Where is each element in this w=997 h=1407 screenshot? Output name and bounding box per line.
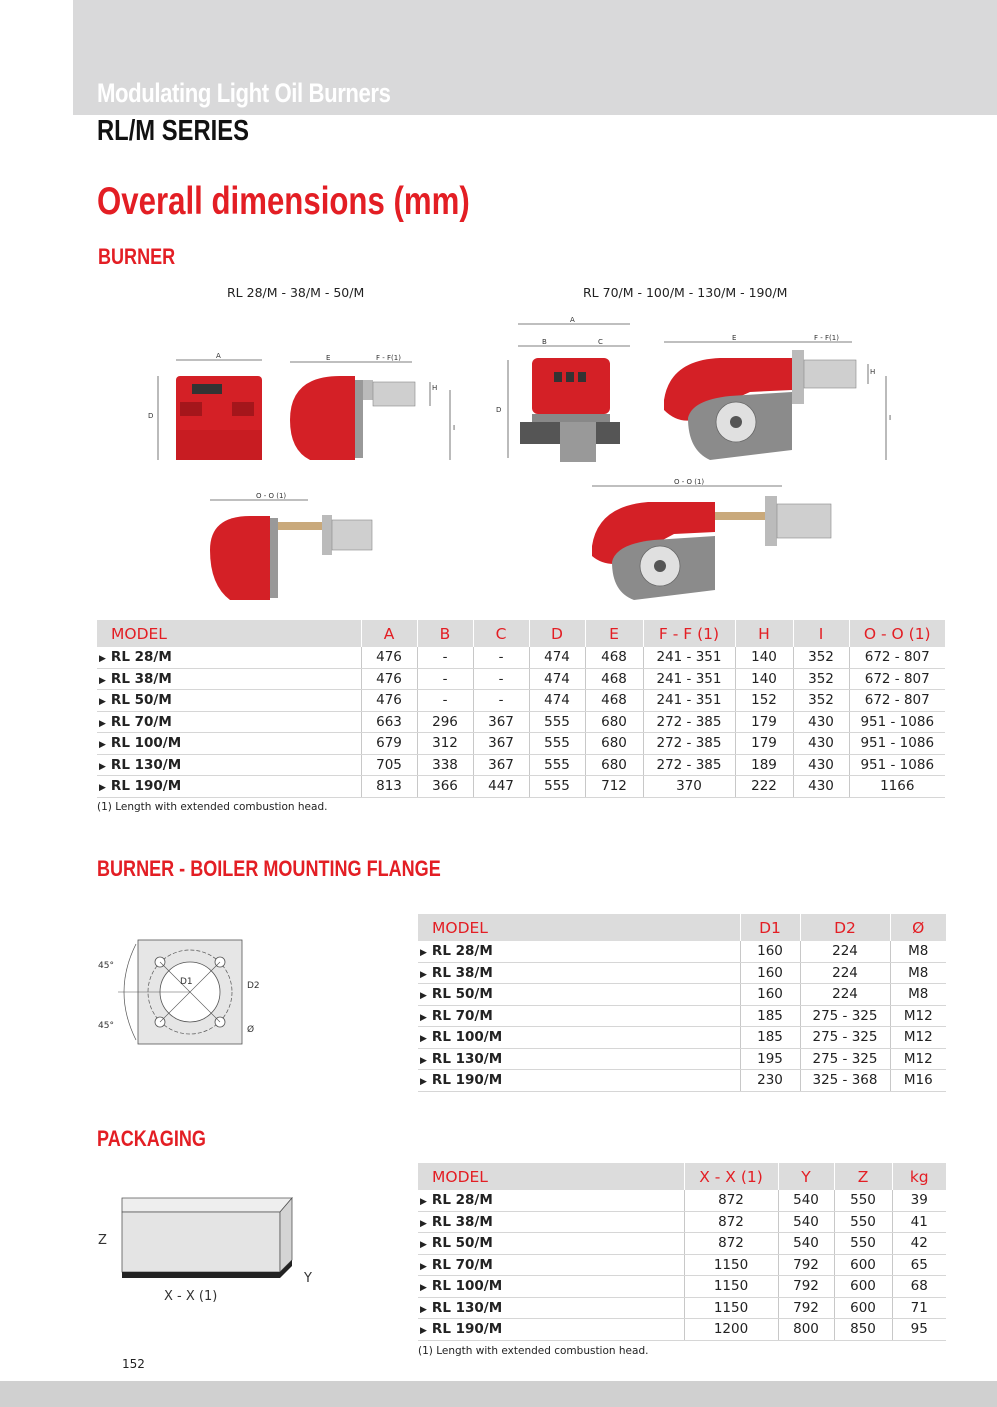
model-cell (97, 690, 361, 712)
value-cell: 152 (735, 690, 793, 712)
triangle-bullet-icon: ▶ (99, 718, 106, 729)
value-cell: 272 - 385 (643, 711, 735, 733)
triangle-bullet-icon: ▶ (99, 740, 106, 751)
triangle-bullet-icon: ▶ (99, 761, 106, 772)
table-row (418, 1070, 946, 1092)
value-cell: 160 (740, 941, 800, 962)
value-cell: - (417, 690, 473, 712)
flange-dimensions-table (418, 914, 946, 1092)
value-cell: 179 (735, 733, 793, 755)
model-cell (97, 711, 361, 733)
value-cell: 1200 (684, 1319, 778, 1341)
dim-label-a: A (216, 352, 221, 360)
value-cell: 195 (740, 1048, 800, 1070)
table-row (418, 1190, 946, 1211)
col-header: Z (834, 1163, 892, 1190)
value-cell: 185 (740, 1027, 800, 1049)
model-name: RL 28/M (431, 1192, 493, 1209)
table-row (418, 1254, 946, 1276)
value-cell: 600 (834, 1254, 892, 1276)
value-cell: 679 (361, 733, 417, 755)
model-cell (97, 776, 361, 798)
packaging-label-y: Y (304, 1271, 312, 1286)
dim-label-i-large: I (889, 414, 892, 422)
value-cell: 872 (684, 1190, 778, 1211)
col-header: F - F (1) (643, 620, 735, 647)
packaging-label-xx: X - X (1) (164, 1289, 218, 1304)
value-cell: 712 (585, 776, 643, 798)
value-cell: - (417, 647, 473, 668)
value-cell: 680 (585, 733, 643, 755)
value-cell: 872 (684, 1211, 778, 1233)
triangle-bullet-icon: ▶ (420, 1197, 427, 1208)
table-row (418, 1297, 946, 1319)
model-name: RL 190/M (431, 1072, 503, 1089)
value-cell: 800 (778, 1319, 834, 1341)
value-cell: 241 - 351 (643, 690, 735, 712)
table-row (97, 733, 945, 755)
dim-label-ff-large: F - F(1) (814, 334, 839, 342)
model-name: RL 50/M (431, 1235, 493, 1252)
value-cell: 140 (735, 668, 793, 690)
col-header: D (529, 620, 585, 647)
table-row (97, 754, 945, 776)
model-name: RL 190/M (110, 778, 182, 795)
page-title: Overall dimensions (mm) (97, 180, 470, 223)
burner-footnote: (1) Length with extended combustion head. (97, 801, 328, 813)
triangle-bullet-icon: ▶ (420, 1304, 427, 1315)
value-cell: 672 - 807 (849, 647, 945, 668)
value-cell: 447 (473, 776, 529, 798)
value-cell: 792 (778, 1276, 834, 1298)
value-cell: - (473, 690, 529, 712)
model-name: RL 70/M (110, 713, 172, 730)
value-cell: 224 (800, 984, 890, 1006)
value-cell: 540 (778, 1190, 834, 1211)
table-row (97, 690, 945, 712)
model-cell (418, 984, 740, 1006)
value-cell: 663 (361, 711, 417, 733)
value-cell: 555 (529, 776, 585, 798)
value-cell: 272 - 385 (643, 733, 735, 755)
model-name: RL 38/M (110, 670, 172, 687)
table-row (418, 962, 946, 984)
model-cell (418, 1211, 684, 1233)
col-header: MODEL (418, 914, 740, 941)
packaging-heading: PACKAGING (97, 1126, 206, 1151)
value-cell: M12 (890, 1048, 946, 1070)
burner-table-header (97, 620, 945, 647)
model-cell (418, 1297, 684, 1319)
value-cell: 555 (529, 754, 585, 776)
table-row (418, 1211, 946, 1233)
value-cell: 550 (834, 1233, 892, 1255)
flange-angle-bottom: 45° (98, 1021, 114, 1031)
value-cell: 275 - 325 (800, 1027, 890, 1049)
dim-label-oo-small: O - O (1) (256, 492, 287, 500)
triangle-bullet-icon: ▶ (420, 1077, 427, 1088)
model-name: RL 38/M (431, 964, 493, 981)
value-cell: M8 (890, 984, 946, 1006)
value-cell: 241 - 351 (643, 647, 735, 668)
value-cell: 555 (529, 711, 585, 733)
packaging-dimensions-table (418, 1163, 946, 1341)
dim-label-c: C (598, 338, 603, 346)
burner-drawings (140, 310, 900, 610)
packaging-footnote: (1) Length with extended combustion head. (418, 1345, 649, 1357)
triangle-bullet-icon: ▶ (99, 697, 106, 708)
triangle-bullet-icon: ▶ (420, 948, 427, 959)
large-burner-front-view (496, 316, 630, 462)
value-cell: 1166 (849, 776, 945, 798)
model-cell (418, 1005, 740, 1027)
value-cell: 65 (892, 1254, 946, 1276)
dim-label-h-large: H (870, 368, 876, 376)
value-cell: - (473, 668, 529, 690)
value-cell: 241 - 351 (643, 668, 735, 690)
model-cell (418, 1070, 740, 1092)
packaging-table-body (418, 1190, 946, 1340)
value-cell: 474 (529, 690, 585, 712)
model-name: RL 28/M (110, 649, 172, 666)
value-cell: 325 - 368 (800, 1070, 890, 1092)
value-cell: 951 - 1086 (849, 711, 945, 733)
value-cell: 792 (778, 1297, 834, 1319)
value-cell: 222 (735, 776, 793, 798)
model-name: RL 50/M (431, 986, 493, 1003)
model-name: RL 130/M (431, 1299, 503, 1316)
flange-table-header (418, 914, 946, 941)
value-cell: 550 (834, 1190, 892, 1211)
model-cell (418, 1190, 684, 1211)
value-cell: 474 (529, 668, 585, 690)
model-name: RL 100/M (431, 1278, 503, 1295)
model-cell (418, 1233, 684, 1255)
value-cell: 476 (361, 668, 417, 690)
value-cell: 352 (793, 668, 849, 690)
dim-label-e: E (326, 354, 331, 362)
value-cell: 600 (834, 1276, 892, 1298)
page-number: 152 (122, 1357, 145, 1371)
table-row (418, 984, 946, 1006)
value-cell: 1150 (684, 1254, 778, 1276)
triangle-bullet-icon: ▶ (420, 1326, 427, 1337)
model-cell (418, 1048, 740, 1070)
burner-dimensions-table (97, 620, 945, 798)
triangle-bullet-icon: ▶ (420, 969, 427, 980)
model-name: RL 100/M (431, 1029, 503, 1046)
value-cell: M12 (890, 1005, 946, 1027)
triangle-bullet-icon: ▶ (99, 783, 106, 794)
model-cell (418, 941, 740, 962)
col-header: D1 (740, 914, 800, 941)
value-cell: 189 (735, 754, 793, 776)
large-burner-extended-view (592, 478, 831, 600)
flange-angle-top: 45° (98, 961, 114, 971)
value-cell: 179 (735, 711, 793, 733)
small-burner-extended-view (210, 492, 372, 600)
value-cell: 474 (529, 647, 585, 668)
value-cell: 230 (740, 1070, 800, 1092)
table-row (418, 1319, 946, 1341)
value-cell: M8 (890, 962, 946, 984)
value-cell: 792 (778, 1254, 834, 1276)
dim-label-b: B (542, 338, 547, 346)
table-row (97, 711, 945, 733)
model-name: RL 70/M (431, 1256, 493, 1273)
value-cell: 275 - 325 (800, 1048, 890, 1070)
table-row (418, 1048, 946, 1070)
dim-label-oo-large: O - O (1) (674, 478, 705, 486)
series-title: RL/M SERIES (97, 115, 249, 147)
col-header: kg (892, 1163, 946, 1190)
model-cell (418, 1254, 684, 1276)
table-row (97, 647, 945, 668)
triangle-bullet-icon: ▶ (420, 1283, 427, 1294)
value-cell: 476 (361, 690, 417, 712)
triangle-bullet-icon: ▶ (420, 991, 427, 1002)
flange-label-d2: D2 (247, 981, 260, 991)
footer-band (0, 1381, 997, 1407)
value-cell: 430 (793, 733, 849, 755)
triangle-bullet-icon: ▶ (420, 1012, 427, 1023)
table-row (418, 1027, 946, 1049)
model-name: RL 190/M (431, 1321, 503, 1338)
value-cell: 272 - 385 (643, 754, 735, 776)
value-cell: 367 (473, 711, 529, 733)
value-cell: 68 (892, 1276, 946, 1298)
flange-label-d1: D1 (180, 977, 193, 987)
col-header: MODEL (97, 620, 361, 647)
value-cell: 951 - 1086 (849, 733, 945, 755)
model-name: RL 130/M (431, 1050, 503, 1067)
dim-label-ff: F - F(1) (376, 354, 401, 362)
packaging-table-header (418, 1163, 946, 1190)
value-cell: 338 (417, 754, 473, 776)
col-header: Y (778, 1163, 834, 1190)
value-cell: 476 (361, 647, 417, 668)
burner-table-body (97, 647, 945, 797)
value-cell: 468 (585, 690, 643, 712)
model-cell (418, 1276, 684, 1298)
dim-label-d: D (148, 412, 154, 420)
col-header: Ø (890, 914, 946, 941)
value-cell: 42 (892, 1233, 946, 1255)
value-cell: 600 (834, 1297, 892, 1319)
model-cell (418, 962, 740, 984)
value-cell: 39 (892, 1190, 946, 1211)
value-cell: M12 (890, 1027, 946, 1049)
value-cell: 872 (684, 1233, 778, 1255)
value-cell: 680 (585, 711, 643, 733)
flange-table-body (418, 941, 946, 1091)
value-cell: 1150 (684, 1276, 778, 1298)
value-cell: 430 (793, 754, 849, 776)
col-header: E (585, 620, 643, 647)
triangle-bullet-icon: ▶ (420, 1034, 427, 1045)
model-name: RL 70/M (431, 1007, 493, 1024)
col-header: B (417, 620, 473, 647)
col-header: I (793, 620, 849, 647)
value-cell: 540 (778, 1233, 834, 1255)
triangle-bullet-icon: ▶ (420, 1240, 427, 1251)
model-cell (418, 1027, 740, 1049)
value-cell: 140 (735, 647, 793, 668)
col-header: O - O (1) (849, 620, 945, 647)
small-burner-front-view (148, 352, 262, 460)
value-cell: 95 (892, 1319, 946, 1341)
value-cell: - (473, 647, 529, 668)
value-cell: 366 (417, 776, 473, 798)
value-cell: 540 (778, 1211, 834, 1233)
caption-large-models: RL 70/M - 100/M - 130/M - 190/M (583, 285, 788, 300)
value-cell: 160 (740, 962, 800, 984)
flange-drawing (92, 930, 262, 1060)
col-header: H (735, 620, 793, 647)
value-cell: - (417, 668, 473, 690)
value-cell: 160 (740, 984, 800, 1006)
model-name: RL 100/M (110, 735, 182, 752)
model-cell (97, 647, 361, 668)
value-cell: 41 (892, 1211, 946, 1233)
value-cell: 951 - 1086 (849, 754, 945, 776)
model-cell (97, 733, 361, 755)
triangle-bullet-icon: ▶ (420, 1261, 427, 1272)
value-cell: 430 (793, 776, 849, 798)
value-cell: 705 (361, 754, 417, 776)
dim-label-a-large: A (570, 316, 575, 324)
value-cell: 367 (473, 754, 529, 776)
value-cell: 224 (800, 962, 890, 984)
table-row (418, 1233, 946, 1255)
value-cell: 367 (473, 733, 529, 755)
packaging-drawing (92, 1190, 322, 1310)
table-row (418, 1005, 946, 1027)
table-row (418, 941, 946, 962)
value-cell: 185 (740, 1005, 800, 1027)
small-burner-side-view (290, 354, 455, 460)
value-cell: M8 (890, 941, 946, 962)
dim-label-h: H (432, 384, 438, 392)
value-cell: 296 (417, 711, 473, 733)
value-cell: 555 (529, 733, 585, 755)
value-cell: 850 (834, 1319, 892, 1341)
value-cell: 468 (585, 647, 643, 668)
value-cell: 813 (361, 776, 417, 798)
model-cell (418, 1319, 684, 1341)
col-header: A (361, 620, 417, 647)
col-header: MODEL (418, 1163, 684, 1190)
value-cell: M16 (890, 1070, 946, 1092)
value-cell: 275 - 325 (800, 1005, 890, 1027)
col-header: C (473, 620, 529, 647)
triangle-bullet-icon: ▶ (99, 654, 106, 665)
model-cell (97, 668, 361, 690)
triangle-bullet-icon: ▶ (99, 675, 106, 686)
value-cell: 71 (892, 1297, 946, 1319)
value-cell: 1150 (684, 1297, 778, 1319)
table-row (97, 668, 945, 690)
table-row (97, 776, 945, 798)
left-margin (0, 0, 73, 1407)
value-cell: 680 (585, 754, 643, 776)
dim-label-e-large: E (732, 334, 737, 342)
model-name: RL 130/M (110, 756, 182, 773)
value-cell: 672 - 807 (849, 668, 945, 690)
dim-label-d-large: D (496, 406, 502, 414)
triangle-bullet-icon: ▶ (420, 1218, 427, 1229)
header-subtitle: Modulating Light Oil Burners (97, 78, 391, 108)
model-name: RL 28/M (431, 943, 493, 960)
large-burner-side-view (664, 334, 891, 460)
value-cell: 370 (643, 776, 735, 798)
model-name: RL 50/M (110, 692, 172, 709)
col-header: X - X (1) (684, 1163, 778, 1190)
dim-label-i: I (453, 424, 456, 432)
value-cell: 352 (793, 647, 849, 668)
flange-heading: BURNER - BOILER MOUNTING FLANGE (97, 856, 441, 881)
value-cell: 430 (793, 711, 849, 733)
value-cell: 550 (834, 1211, 892, 1233)
value-cell: 352 (793, 690, 849, 712)
caption-small-models: RL 28/M - 38/M - 50/M (227, 285, 365, 300)
value-cell: 672 - 807 (849, 690, 945, 712)
model-cell (97, 754, 361, 776)
packaging-label-z: Z (98, 1233, 107, 1248)
flange-label-phi: Ø (247, 1025, 255, 1035)
value-cell: 468 (585, 668, 643, 690)
value-cell: 224 (800, 941, 890, 962)
col-header: D2 (800, 914, 890, 941)
table-row (418, 1276, 946, 1298)
value-cell: 312 (417, 733, 473, 755)
burner-heading: BURNER (98, 244, 176, 269)
model-name: RL 38/M (431, 1213, 493, 1230)
triangle-bullet-icon: ▶ (420, 1055, 427, 1066)
